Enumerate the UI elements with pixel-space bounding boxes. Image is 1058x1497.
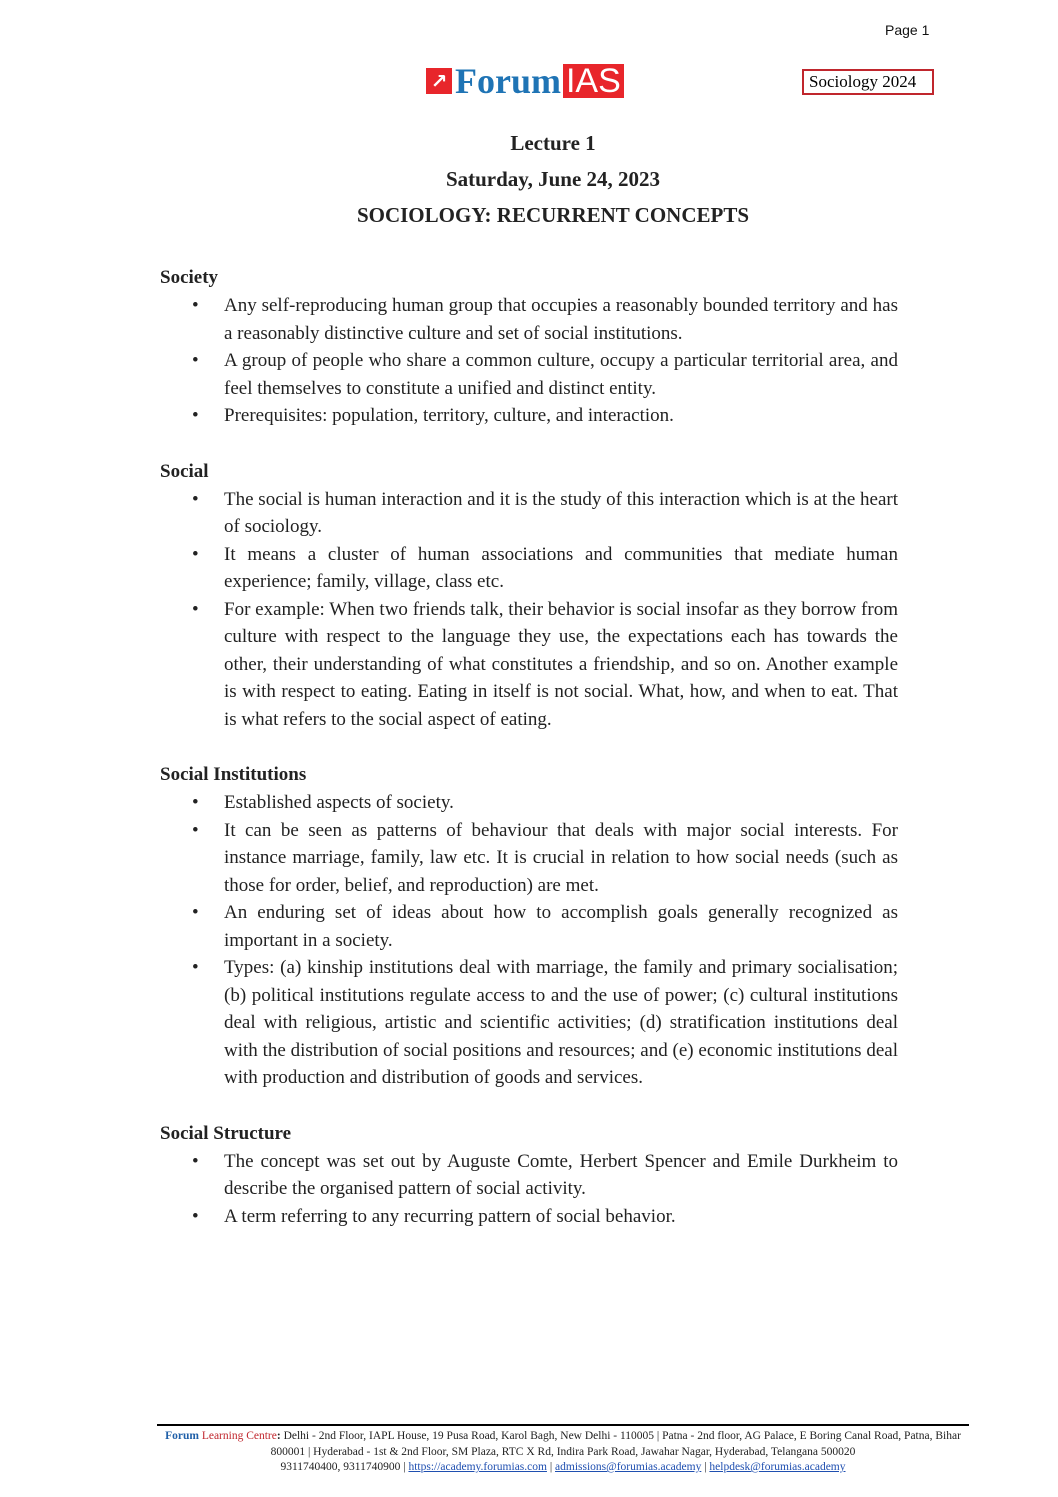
document-title: SOCIOLOGY: RECURRENT CONCEPTS: [356, 203, 750, 227]
section-social: [160, 458, 898, 734]
lecture-date: Saturday, June 24, 2023: [445, 167, 661, 191]
bullet-text: The social is human interaction and it is the study of this interaction which is at the heart of sociology.: [224, 488, 898, 537]
section-society: [160, 264, 898, 430]
separator: |: [704, 1461, 707, 1473]
list-item: [192, 292, 898, 347]
bullet-text: For example: When two friends talk, their behavior is social insofar as they borrow from culture with respect to the language they use, the expectations each has towards the other, their understanding of what constitutes a friendship, and so on. Another example is with respect to eating. Eating in itself is not social. What, how, and when to eat. That is what refers to the social aspect of eating.: [224, 598, 898, 730]
bullet-icon: •: [192, 598, 199, 620]
list-item: [192, 486, 898, 541]
bullet-list: [160, 486, 898, 734]
list-item: [192, 347, 898, 402]
logo-forum: Forum: [455, 61, 561, 101]
section-heading: Social Structure: [160, 1122, 292, 1144]
separator: |: [549, 1461, 553, 1473]
bullet-text: A group of people who share a common culture, occupy a particular territorial area, and feel themselves to constitute a unified and distinct entity.: [224, 350, 898, 399]
list-item: [192, 596, 898, 734]
website-link[interactable]: https://academy.forumias.com: [408, 1461, 547, 1473]
bullet-text: Any self-reproducing human group that occupies a reasonably bounded territory and has a reasonably distinctive culture and set of social institutions.: [224, 295, 898, 344]
footer-address: Delhi - 2nd Floor, IAPL House, 19 Pusa Road, Karol Bagh, New Delhi - 110005 | Patna - 2nd floor, AG Palace, E Boring Canal Road, Patna, Bihar 800001 | Hyderabad - 1st & 2nd Floor, SM Plaza, RTC X Rd, Indira Park Road, Jawahar Nagar, Hyderabad, Telangana 500020: [270, 1430, 961, 1458]
page-number: Page 1: [885, 22, 930, 38]
bullet-icon: •: [192, 902, 199, 923]
arrow-icon: ↗: [426, 68, 452, 94]
list-item: [192, 402, 898, 430]
helpdesk-email-link[interactable]: helpdesk@forumias.academy: [709, 1461, 846, 1473]
section-social-structure: [160, 1120, 898, 1231]
bullet-icon: •: [192, 819, 199, 841]
admissions-email-link[interactable]: admissions@forumias.academy: [555, 1461, 702, 1473]
footer-forum: Forum: [165, 1430, 199, 1442]
bullet-icon: •: [192, 543, 199, 565]
bullet-icon: •: [192, 792, 199, 813]
bullet-list: [160, 789, 898, 1092]
forumias-logo: [426, 61, 624, 101]
document-titles: [0, 128, 1058, 236]
bullet-icon: •: [192, 295, 199, 316]
section-heading: Social Institutions: [160, 764, 307, 785]
section-social-institutions: [160, 761, 898, 1092]
document-body: [160, 264, 898, 1258]
bullet-text: The concept was set out by Auguste Comte, Herbert Spencer and Emile Durkheim to describe the organised pattern of social activity.: [224, 1150, 898, 1199]
bullet-icon: •: [192, 957, 199, 978]
bullet-icon: •: [192, 1205, 199, 1227]
list-item: [192, 954, 898, 1092]
bullet-text: Prerequisites: population, territory, culture, and interaction.: [224, 405, 674, 426]
list-item: [192, 1203, 898, 1231]
bullet-icon: •: [192, 488, 199, 510]
bullet-text: A term referring to any recurring pattern of social behavior.: [224, 1205, 676, 1227]
subject-tag: Sociology 2024: [802, 69, 934, 95]
bullet-text: Types: (a) kinship institutions deal with marriage, the family and primary socialisation; (b) political institutions regulate access to and the use of power; (c) cultural institutions deal with religious, artistic and scientific activities; (d) stratification institutions deal with the distribution of social positions and resources; and (e) economic institutions deal with production and distribution of goods and services.: [224, 957, 898, 1088]
section-heading: Society: [160, 267, 219, 288]
bullet-text: Established aspects of society.: [224, 792, 454, 813]
section-heading: Social: [160, 460, 209, 482]
bullet-icon: •: [192, 350, 199, 371]
bullet-list: [160, 292, 898, 430]
bullet-list: [160, 1148, 898, 1231]
footer: [157, 1424, 969, 1476]
footer-phones: 9311740400, 9311740900: [280, 1461, 401, 1473]
footer-learning-centre: Learning Centre: [201, 1430, 277, 1442]
separator: |: [403, 1461, 406, 1473]
bullet-text: An enduring set of ideas about how to accomplish goals generally recognized as important in a society.: [224, 902, 898, 951]
list-item: [192, 817, 898, 900]
lecture-title: Lecture 1: [510, 131, 596, 155]
list-item: [192, 541, 898, 596]
logo-ias: IAS: [563, 64, 624, 98]
list-item: [192, 789, 898, 817]
list-item: [192, 1148, 898, 1203]
list-item: [192, 899, 898, 954]
bullet-text: It means a cluster of human associations and communities that mediate human experience; family, village, class etc.: [224, 543, 898, 592]
bullet-icon: •: [192, 405, 199, 426]
bullet-icon: •: [192, 1150, 199, 1172]
footer-colon: :: [276, 1430, 281, 1442]
bullet-text: It can be seen as patterns of behaviour that deals with major social interests. For instance marriage, family, law etc. It is crucial in relation to how social needs (such as those for order, belief, and reproduction) are met.: [224, 819, 898, 896]
